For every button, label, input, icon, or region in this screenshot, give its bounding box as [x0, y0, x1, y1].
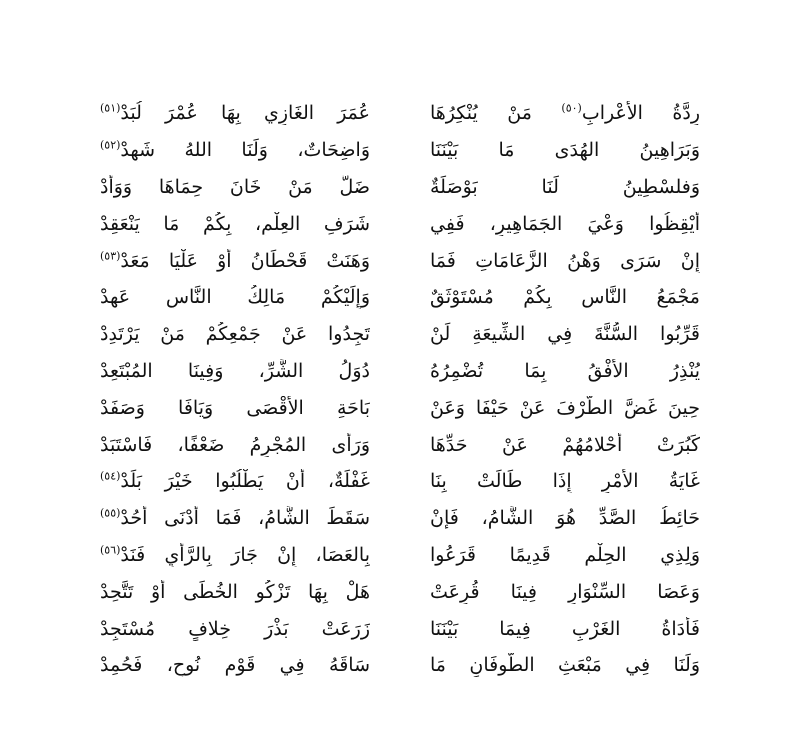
verse-second-hemistich	[100, 653, 370, 677]
verse-second-hemistich	[100, 396, 370, 420]
hemistich-text: ضَلَّ مَنْ خَانَ حِمَاهَا وَوَأَدْ	[100, 175, 370, 198]
verse-second-hemistich	[100, 433, 370, 457]
verse-second-hemistich	[100, 469, 370, 493]
verse-second-hemistich	[100, 285, 370, 309]
verse-second-hemistich	[100, 249, 370, 273]
verse-second-hemistich	[100, 212, 370, 236]
hemistich-text: وَفلسْطِينُ لَنَا بَوْصَلَةٌ	[430, 175, 700, 198]
verse-first-hemistich	[430, 359, 700, 383]
hemistich-text: كَبُرَتْ أَحْلامُهُمْ عَنْ حَدِّهَا	[430, 433, 700, 456]
verse-second-hemistich	[100, 138, 370, 162]
verse-line	[100, 353, 700, 390]
verse-first-hemistich	[430, 212, 700, 236]
poem-body	[100, 95, 700, 684]
verse-line	[100, 389, 700, 426]
hemistich-text: وَهَنَتْ قَحْطَانُ أَوْ عَلْيَا مَعَدْ	[120, 249, 370, 272]
verse-second-hemistich	[100, 101, 370, 125]
hemistich-text: سَقَطَ الشَّامُ، فَمَا أَدْنَى أُحُدْ	[120, 507, 370, 530]
hemistich-text: وَإِلَيْكُمْ مَالِكُ النَّاسِ عَهِدْ	[100, 286, 370, 309]
hemistich-text: غَايَةُ الأَمْرِ إِذَا طَالَتْ بِنَا	[430, 470, 700, 493]
hemistich-text: وَلَنَا فِي مَبْعَثِ الطُّوفَانِ مَا	[430, 654, 700, 677]
hemistich-text: دُوَلُ الشَّرِّ، وَفِينَا المُبْتَعِدْ	[100, 359, 370, 382]
hemistich-text: مَجْمَعُ النَّاسِ بِكُمْ مُسْتَوْثَقٌ	[430, 286, 700, 309]
hemistich-text: وَاضِحَاتٌ، وَلَنَا اللهُ شَهِدْ	[120, 139, 370, 162]
verse-first-hemistich	[430, 580, 700, 604]
verse-first-hemistich	[430, 396, 700, 420]
verse-second-hemistich	[100, 175, 370, 199]
verse-first-hemistich	[430, 249, 700, 273]
footnote-marker: (٥٦)	[100, 543, 121, 557]
verse-second-hemistich	[100, 580, 370, 604]
verse-first-hemistich	[430, 285, 700, 309]
verse-second-hemistich	[100, 617, 370, 641]
verse-first-hemistich	[430, 175, 700, 199]
verse-first-hemistich	[430, 469, 700, 493]
verse-line	[100, 426, 700, 463]
hemistich-text: وَرَأَى المُجْرِمُ ضَعْفًا، فَاسْتَبَدْ	[100, 433, 370, 456]
hemistich-text: شَرَفِ العِلْمِ، بِكُمْ مَا يَنْعَقِدْ	[100, 212, 370, 235]
footnote-marker: (٥٠)	[561, 102, 582, 116]
verse-first-hemistich	[430, 138, 700, 162]
hemistich-text: وَعَصَا السِّنْوَارِ فِينَا قُرِعَتْ	[430, 580, 700, 603]
hemistich-text: فَأَدَاةُ الغَرْبِ فِيمَا بَيْنَنَا	[430, 617, 700, 640]
verse-line	[100, 132, 700, 169]
verse-first-hemistich	[430, 617, 700, 641]
hemistich-text: قَرِّبُوا السُّنَّةَ فِي الشِّيعَةِ لَنْ	[430, 323, 700, 346]
hemistich-text: بَاحَةِ الأَقْصَى وَيَافَا وَصَفَدْ	[100, 396, 370, 419]
verse-first-hemistich	[430, 322, 700, 346]
verse-first-hemistich	[430, 101, 700, 125]
verse-line	[100, 95, 700, 132]
hemistich-text: غَفْلَةٌ، أَنْ يَطْلُبُوا خَيْرَ بَلَدْ	[120, 470, 370, 493]
verse-line	[100, 463, 700, 500]
verse-line	[100, 500, 700, 537]
hemistich-text: إِنْ سَرَى وَهْنُ الزَّعَامَاتِ فَمَا	[430, 249, 700, 272]
hemistich-text: يُنْذِرُ الأُفْقُ بِمَا تُضْمِرُهُ	[430, 359, 700, 382]
hemistich-text: زَرَعَتْ بَذْرَ خِلافٍ مُسْتَجِدْ	[100, 617, 370, 640]
hemistich-text: بِالعَصَا، إِنْ جَارَ بِالرَّأْيِ فَنَدْ	[120, 543, 370, 566]
verse-line	[100, 573, 700, 610]
verse-first-hemistich	[430, 433, 700, 457]
verse-line	[100, 537, 700, 574]
hemistich-text: تَجِدُوا عَنْ جَمْعِكُمْ مَنْ يَرْتَدِدْ	[100, 323, 370, 346]
verse-line	[100, 647, 700, 684]
hemistich-text: وَبَرَاهِينُ الهُدَى مَا بَيْنَنَا	[430, 139, 700, 162]
verse-line	[100, 169, 700, 206]
hemistich-text: حَائِطُ الصَّدِّ هُوَ الشَّامُ، فَإِنْ	[430, 507, 700, 530]
verse-second-hemistich	[100, 322, 370, 346]
verse-line	[100, 279, 700, 316]
hemistich-text: حِينَ غَضَّ الطَّرْفَ عَنْ حَيْفَا وَعَنْ	[430, 396, 700, 419]
footnote-marker: (٥١)	[100, 102, 121, 116]
verse-line	[100, 205, 700, 242]
hemistich-text: عُمَرَ الغَازِي بِهَا عُمْرَ لُبَدْ	[120, 102, 370, 125]
footnote-marker: (٥٢)	[100, 138, 121, 152]
verse-first-hemistich	[430, 543, 700, 567]
verse-first-hemistich	[430, 506, 700, 530]
verse-line	[100, 316, 700, 353]
verse-second-hemistich	[100, 359, 370, 383]
verse-second-hemistich	[100, 506, 370, 530]
footnote-marker: (٥٣)	[100, 249, 121, 263]
hemistich-text: رِدَّةُ الأَعْرابِ	[581, 102, 700, 125]
hemistich-text: هَلْ بِهَا تَزْكُو الخُطَى أَوْ تَتَّحِدْ	[100, 580, 370, 603]
verse-line	[100, 610, 700, 647]
hemistich-text: وَلِذِي الحِلْمِ قَدِيمًا قَرَعُوا	[430, 543, 700, 566]
verse-second-hemistich	[100, 543, 370, 567]
hemistich-text-continued: مَنْ يُنْكِرُهَا	[430, 102, 562, 125]
hemistich-text: سَاقَهُ فِي قَوْمِ نُوحٍ، فَحُمِدْ	[100, 654, 370, 677]
verse-line	[100, 242, 700, 279]
verse-first-hemistich	[430, 653, 700, 677]
footnote-marker: (٥٤)	[100, 470, 121, 484]
footnote-marker: (٥٥)	[100, 506, 121, 520]
hemistich-text: أَيْقِظُوا وَعْيَ الجَمَاهِيرِ، فَفِي	[430, 212, 700, 235]
